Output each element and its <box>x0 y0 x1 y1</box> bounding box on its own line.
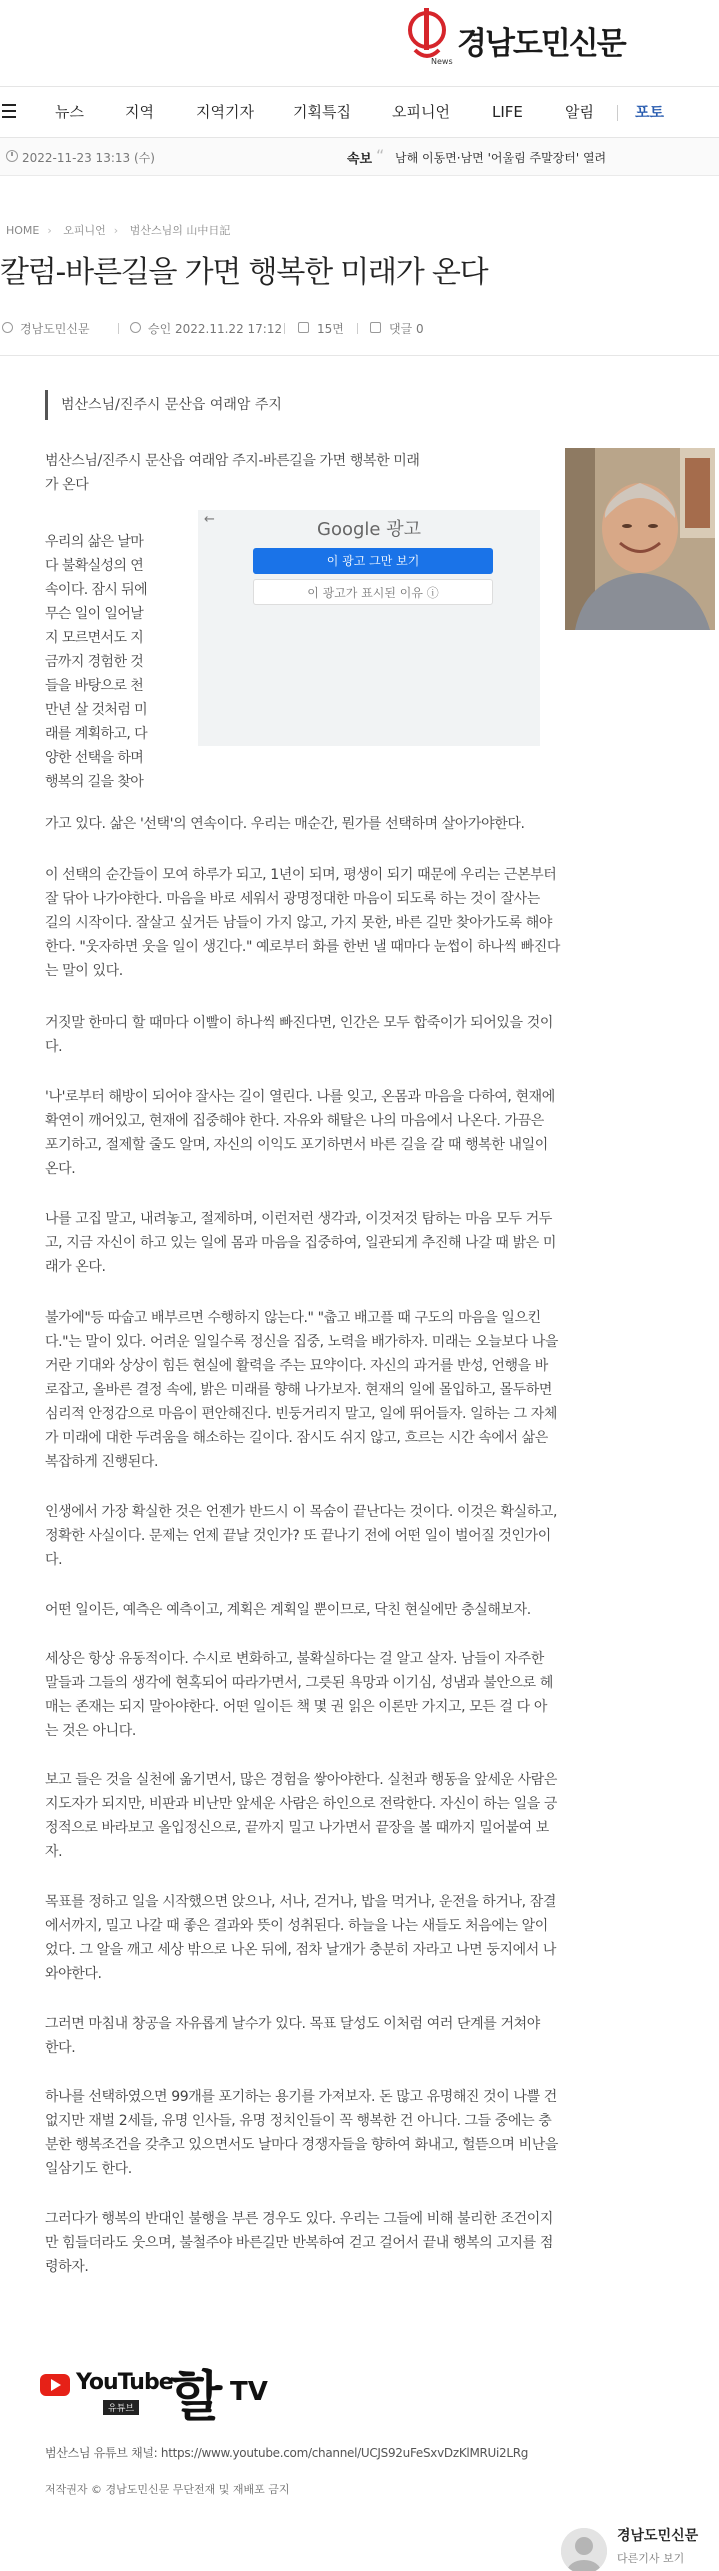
body-line: 매는 존재는 되지 말아야한다. 어떤 일이든 책 몇 권 읽은 이론만 가지고, 모든 걸 다 아 <box>45 1699 547 1715</box>
nav-item-special[interactable]: 기획특집 <box>293 103 351 121</box>
article-paragraph <box>45 812 715 836</box>
body-line: 다. <box>45 1039 63 1055</box>
article-paragraph <box>45 1011 715 1059</box>
body-line: 자. <box>45 1844 63 1860</box>
body-line: 가 미래에 대한 두려움을 해소하는 길이다. 잠시도 쉬지 않고, 흐르는 시간 속에서 삶은 <box>45 1430 548 1446</box>
current-date: 2022-11-23 13:13 (수) <box>22 151 155 165</box>
body-line: 와야한다. <box>45 1966 102 1982</box>
author-photo <box>565 448 715 630</box>
article-paragraph <box>45 1085 715 1181</box>
body-line: 복잡하게 진행된다. <box>45 1454 159 1470</box>
breadcrumb <box>6 222 238 238</box>
body-line: 길의 시작이다. 잘살고 싶거든 남들이 가지 않고, 가지 못한, 바른 길만 찾아가도록 해야 <box>45 915 552 931</box>
body-line: 온다. <box>45 1161 76 1177</box>
body-line: 금까지 경험한 것 <box>45 654 144 670</box>
article-paragraph <box>45 2085 715 2181</box>
youtube-sub-label: 유튜브 <box>103 2400 139 2415</box>
article-lead <box>45 449 545 497</box>
back-arrow-icon[interactable]: ← <box>204 512 215 527</box>
article-author[interactable]: 경남도민신문 <box>20 322 90 336</box>
article-title: 칼럼-바른길을 가면 행복한 미래가 온다 <box>0 255 488 290</box>
article-paragraph <box>45 1598 715 1622</box>
body-line: 한다. "웃자하면 웃을 일이 생긴다." 예로부터 화를 한번 낼 때마다 눈썹이 하나씩 빠진다 <box>45 939 560 955</box>
meta-divider-line <box>0 355 719 356</box>
svg-text:할: 할 <box>170 2364 223 2428</box>
body-line: 다."는 말이 있다. 어려운 일일수록 정신을 집중, 노력을 배가하자. 미래는 오늘보다 나을 <box>45 1334 559 1350</box>
body-line: 그러다가 행복의 반대인 불행을 부른 경우도 있다. 우리는 그들에 비해 불리한 조건이지 <box>45 2211 553 2227</box>
body-line: 말들과 그들의 생각에 현혹되어 따라가면서, 그릇된 욕망과 이기심, 성냄과 불안으로 헤 <box>45 1675 553 1691</box>
body-line: 거짓말 한마디 할 때마다 이빨이 하나씩 빠진다면, 인간은 모두 합죽이가 되어있을 것이 <box>45 1015 553 1031</box>
user-avatar-icon <box>561 2528 607 2571</box>
article-meta <box>0 318 719 342</box>
body-line: 지도자가 되지만, 비판과 비난만 앞세운 사람은 하인으로 전락한다. 자신이 하는 일을 긍 <box>45 1796 557 1812</box>
body-line: 다 불확실성의 연 <box>45 558 144 574</box>
youtube-channel-link[interactable]: 범산스님 유튜브 채널: https://www.youtube.com/channel/UCJS92uFeSxvDzKlMRUi2LRg <box>45 2446 529 2460</box>
nav-item-life[interactable]: LIFE <box>492 103 523 121</box>
nav-divider <box>617 105 618 121</box>
hamburger-menu-icon[interactable] <box>0 100 22 122</box>
body-line: 었다. 그 알을 깨고 세상 밖으로 나온 뒤에, 점차 날개가 충분히 자라고 나면 둥지에서 나 <box>45 1942 557 1958</box>
article-intro-narrow <box>45 530 185 794</box>
play-icon <box>51 2379 61 2391</box>
article-approved-date: 승인 2022.11.22 17:12 <box>148 322 283 336</box>
comment-icon <box>370 322 381 333</box>
more-articles-link[interactable]: 다른기사 보기 <box>617 2552 685 2565</box>
body-line: 만년 살 것처럼 미 <box>45 702 148 718</box>
logo-mark-icon <box>405 4 453 66</box>
body-line: 로잡고, 올바른 결정 속에, 밝은 미래를 향해 나가보자. 현재의 일에 몰입하고, 몰두하면 <box>45 1382 552 1398</box>
article-comments[interactable]: 댓글 0 <box>389 322 424 336</box>
body-line: 래를 계획하고, 다 <box>45 726 148 742</box>
body-line: 령하자. <box>45 2259 89 2275</box>
body-line: 고, 지금 자신이 하고 있는 일에 몸과 마음을 집중하여, 일관되게 추진해 나갈 때 밝은 미 <box>45 1235 557 1251</box>
article-summary: 범산스님/진주시 문산읍 여래암 주지 <box>45 390 645 420</box>
main-nav <box>0 86 719 138</box>
body-line: 이 선택의 순간들이 모여 하루가 되고, 1년이 되며, 평생이 되기 때문에 우리는 근본부터 <box>45 867 557 883</box>
svg-text:News: News <box>431 57 453 66</box>
body-line: 다. <box>45 1552 63 1568</box>
breaking-headline[interactable]: 남해 이동면·남면 '어울림 주말장터' 열려 <box>395 151 607 165</box>
breadcrumb-section[interactable]: 오피니언 <box>63 224 106 237</box>
article-paragraph <box>45 1207 715 1279</box>
google-ad-label: Google 광고 <box>317 519 421 540</box>
article-paragraph <box>45 863 715 983</box>
article-paragraph <box>45 1647 715 1743</box>
body-line: 행복의 길을 찾아 <box>45 774 144 790</box>
body-line: 에서까지, 밀고 나갈 때 좋은 결과와 뜻이 성취된다. 하늘을 나는 새들도 처음에는 알이 <box>45 1918 548 1934</box>
body-line: 들을 바탕으로 천 <box>45 678 144 694</box>
svg-text:TV: TV <box>230 2377 268 2407</box>
body-line: 거란 기대와 상상이 힘든 현실에 활력을 주는 묘약이다. 자신의 과거를 반성, 언행을 바 <box>45 1358 548 1374</box>
breadcrumb-sub[interactable]: 범산스님의 山中日記 <box>129 224 231 237</box>
nav-item-region-reporter[interactable]: 지역기자 <box>196 103 254 121</box>
breadcrumb-separator: › <box>113 224 119 237</box>
article-paragraph <box>45 1768 715 1864</box>
site-logo[interactable] <box>405 4 685 66</box>
why-ad-button[interactable]: 이 광고가 표시된 이유 ⓘ <box>253 579 493 605</box>
google-ad <box>198 510 540 746</box>
nav-item-news[interactable]: 뉴스 <box>55 103 84 121</box>
breaking-label: 속보 <box>347 152 373 167</box>
body-line: 만 힘들더라도 웃으며, 불철주야 바른길만 반복하여 걷고 걸어서 끝내 행복의 고지를 점 <box>45 2235 553 2251</box>
nav-item-notice[interactable]: 알림 <box>565 103 594 121</box>
article-paragraph <box>45 1306 715 1474</box>
article-paragraph <box>45 2012 715 2060</box>
page-icon <box>298 322 309 333</box>
body-line: 불가에"등 따숩고 배부르면 수행하지 않는다." "춥고 배고플 때 구도의 마음을 일으킨 <box>45 1310 541 1326</box>
body-line: 나를 고집 말고, 내려놓고, 절제하며, 이런저런 생각과, 이것저것 탐하는 마음 모두 거두 <box>45 1211 552 1227</box>
site-logo-text: 경남도민신문 <box>457 26 625 62</box>
body-line: 하나를 선택하였으면 99개를 포기하는 용기를 가져보자. 돈 많고 유명해진 것이 나쁠 건 <box>45 2089 557 2105</box>
author-avatar[interactable] <box>561 2528 607 2571</box>
body-line: 는 말이 있다. <box>45 963 123 979</box>
body-line: 래가 온다. <box>45 1259 106 1275</box>
author-icon <box>2 322 13 333</box>
article-page: 15면 <box>317 322 344 336</box>
body-line: 인생에서 가장 확실한 것은 언젠가 반드시 이 목숨이 끝난다는 것이다. 이것은 확실하고, <box>45 1504 557 1520</box>
body-line: 포기하고, 절제할 줄도 알며, 자신의 이익도 포기하면서 바른 길을 갈 때 행복한 내일이 <box>45 1137 548 1153</box>
body-line: '나'로부터 해방이 되어야 잘사는 길이 열린다. 나를 잊고, 온몸과 마음을 다하여, 현재에 <box>45 1089 555 1105</box>
quote-mark-icon: “ <box>376 146 385 165</box>
hal-tv-logo <box>168 2360 278 2430</box>
body-line: 어떤 일이든, 예측은 예측이고, 계획은 계획일 뿐이므로, 닥친 현실에만 충실해보자. <box>45 1602 531 1618</box>
body-line: 우리의 삶은 날마 <box>45 534 144 550</box>
body-line: 확연이 깨어있고, 현재에 집중해야 한다. 자유와 해탈은 나의 마음에서 나온다. 가끔은 <box>45 1113 544 1129</box>
date-ticker-bar <box>0 138 719 176</box>
article-paragraph <box>45 1890 715 1986</box>
stop-ad-button[interactable]: 이 광고 그만 보기 <box>253 548 493 574</box>
body-line: 세상은 항상 유동적이다. 수시로 변화하고, 불확실하다는 걸 알고 살자. 남들이 자주한 <box>45 1651 544 1667</box>
body-line: 지 모르면서도 지 <box>45 630 144 646</box>
body-line: 그러면 마침내 창공을 자유롭게 날수가 있다. 목표 달성도 이처럼 여러 단계를 거쳐야 <box>45 2016 540 2032</box>
breadcrumb-separator: › <box>47 224 52 237</box>
meta-divider <box>118 323 119 334</box>
body-line: 분한 행복조건을 갖추고 있으면서도 날마다 경쟁자들을 향하여 화내고, 헐뜯으며 비난을 <box>45 2137 558 2153</box>
body-line: 없지만 재벌 2세들, 유명 인사들, 유명 정치인들이 꼭 행복한 건 아니다. 그들 중에는 충 <box>45 2113 552 2129</box>
body-line: 보고 들은 것을 실천에 옮기면서, 많은 경험을 쌓아야한다. 실천과 행동을 앞세운 사람은 <box>45 1772 557 1788</box>
copyright-notice: 저작권자 © 경남도민신문 무단전재 및 재배포 금지 <box>45 2483 290 2496</box>
article-paragraph <box>45 1500 715 1572</box>
body-line: 잘 닦아 나가야한다. 마음을 바로 세워서 광명정대한 마음이 되도록 하는 것이 잘사는 <box>45 891 540 907</box>
clock-icon <box>6 150 18 162</box>
body-line: 일삼기도 한다. <box>45 2161 132 2177</box>
meta-divider <box>284 323 285 334</box>
nav-item-photo[interactable]: 포토 <box>635 103 664 121</box>
nav-item-opinion[interactable]: 오피니언 <box>392 103 450 121</box>
body-line: 양한 선택을 하며 <box>45 750 144 766</box>
breadcrumb-home[interactable]: HOME <box>6 224 40 237</box>
body-line: 가고 있다. 삶은 '선택'의 연속이다. 우리는 매순간, 뭔가를 선택하며 살아가야한다. <box>45 816 525 832</box>
body-line: 목표를 정하고 일을 시작했으면 앉으나, 서나, 걷거나, 밥을 먹거나, 운전을 하거나, 잠결 <box>45 1894 557 1910</box>
clock-icon <box>130 322 141 333</box>
lead-line: 가 온다 <box>45 477 89 493</box>
article-paragraph <box>45 2207 715 2279</box>
body-line: 한다. <box>45 2040 76 2056</box>
lead-line: 범산스님/진주시 문산읍 여래암 주지-바른길을 가면 행복한 미래 <box>45 453 420 469</box>
channel-logos <box>40 2360 340 2430</box>
body-line: 정적으로 바라보고 올입정신으로, 끝까지 밀고 나가면서 끝장을 볼 때까지 밀어붙여 보 <box>45 1820 549 1836</box>
body-line: 정확한 사실이다. 문제는 언제 끝날 것인가? 또 끝나기 전에 어떤 일이 벌어질 것인가이 <box>45 1528 551 1544</box>
monk-portrait-image <box>565 448 715 630</box>
body-line: 무슨 일이 일어날 <box>45 606 144 622</box>
body-line: 속이다. 잠시 뒤에 <box>45 582 148 598</box>
nav-item-region[interactable]: 지역 <box>125 103 154 121</box>
youtube-logo-text: YouTube <box>76 2370 173 2395</box>
body-line: 는 것은 아니다. <box>45 1723 136 1739</box>
author-name[interactable]: 경남도민신문 <box>617 2528 699 2544</box>
body-line: 심리적 안정감으로 마음이 편안해진다. 빈둥거리지 말고, 일에 뛰어들자. 일하는 그 자체 <box>45 1406 557 1422</box>
meta-divider <box>357 323 358 334</box>
